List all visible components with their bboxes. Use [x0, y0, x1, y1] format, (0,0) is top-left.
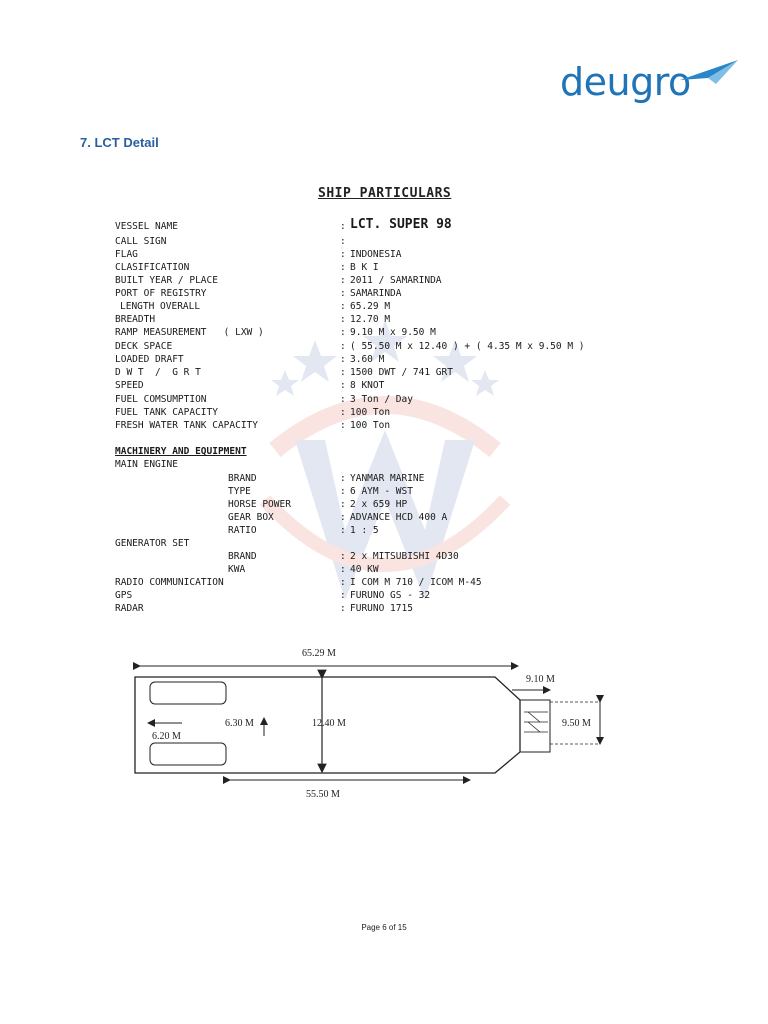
row-label: LENGTH OVERALL: [120, 301, 201, 312]
row-value: 12.70 M: [350, 314, 391, 325]
row-colon: :: [340, 486, 346, 497]
row-colon: :: [340, 380, 346, 391]
sheet-title: SHIP PARTICULARS: [318, 186, 452, 201]
row-colon: :: [340, 407, 346, 418]
logo-swoosh-icon: [678, 58, 740, 98]
row-colon: :: [340, 564, 346, 575]
row-value: ( 55.50 M x 12.40 ) + ( 4.35 M x 9.50 M ): [350, 341, 585, 352]
row-colon: :: [340, 590, 346, 601]
row-label: DECK SPACE: [115, 341, 173, 352]
row-label: RADIO COMMUNICATION: [115, 577, 224, 588]
row-colon: :: [340, 473, 346, 484]
row-value: 2 x MITSUBISHI 4D30: [350, 551, 459, 562]
row-colon: :: [340, 420, 346, 431]
row-label: RAMP MEASUREMENT ( LXW ): [115, 327, 264, 338]
row-label: FLAG: [115, 249, 138, 260]
ramp-outline: [520, 700, 550, 752]
row-colon: :: [340, 354, 346, 365]
row-colon: :: [340, 301, 346, 312]
row-label: FUEL COMSUMPTION: [115, 394, 207, 405]
room-bottom: [150, 743, 226, 765]
ramp-length-label: 9.10 M: [526, 674, 555, 685]
row-label: GEAR BOX: [228, 512, 274, 523]
row-value: 65.29 M: [350, 301, 391, 312]
row-value: FURUNO GS - 32: [350, 590, 431, 601]
row-label: GPS: [115, 590, 133, 601]
page-number: Page 6 of 15: [361, 923, 407, 932]
row-colon: :: [340, 262, 346, 273]
row-label: CLASIFICATION: [115, 262, 190, 273]
row-colon: :: [340, 249, 346, 260]
row-value: ADVANCE HCD 400 A: [350, 512, 448, 523]
row-colon: :: [340, 577, 346, 588]
deck-length-label: 55.50 M: [306, 789, 340, 800]
row-label: BUILT YEAR / PLACE: [115, 275, 218, 286]
row-label: VESSEL NAME: [115, 221, 178, 232]
row-value: 8 KNOT: [350, 380, 385, 391]
row-value: 3 Ton / Day: [350, 394, 413, 405]
row-colon: :: [340, 314, 346, 325]
row-value: 1 : 5: [350, 525, 379, 536]
row-label: KWA: [228, 564, 246, 575]
row-colon: :: [340, 512, 346, 523]
row-value: 2 x 659 HP: [350, 499, 408, 510]
section-title: 7. LCT Detail: [80, 135, 159, 150]
row-value: 3.60 M: [350, 354, 385, 365]
row-label: HORSE POWER: [228, 499, 291, 510]
row-colon: :: [340, 341, 346, 352]
row-label: RADAR: [115, 603, 144, 614]
overall-length-label: 65.29 M: [302, 648, 336, 659]
row-colon: :: [340, 221, 346, 232]
row-value: YANMAR MARINE: [350, 473, 425, 484]
row-label: FRESH WATER TANK CAPACITY: [115, 420, 258, 431]
main-engine-label: MAIN ENGINE: [115, 459, 178, 470]
generator-label: GENERATOR SET: [115, 538, 190, 549]
hold-width-label: 12.40 M: [312, 718, 346, 729]
row-value: 1500 DWT / 741 GRT: [350, 367, 453, 378]
deck-plan-diagram: [130, 640, 620, 810]
row-label: FUEL TANK CAPACITY: [115, 407, 218, 418]
row-label: TYPE: [228, 486, 251, 497]
row-colon: :: [340, 603, 346, 614]
row-label: BRAND: [228, 551, 257, 562]
row-colon: :: [340, 327, 346, 338]
row-colon: :: [340, 499, 346, 510]
row-label: D W T / G R T: [115, 367, 201, 378]
machinery-heading: MACHINERY AND EQUIPMENT: [115, 446, 247, 457]
row-colon: :: [340, 551, 346, 562]
room-top: [150, 682, 226, 704]
row-colon: :: [340, 288, 346, 299]
row-value: 100 Ton: [350, 420, 391, 431]
row-colon: :: [340, 275, 346, 286]
row-value: INDONESIA: [350, 249, 402, 260]
row-value: 100 Ton: [350, 407, 391, 418]
vessel-name-value: LCT. SUPER 98: [350, 217, 452, 232]
side-length-label: 6.20 M: [152, 731, 181, 742]
row-colon: :: [340, 525, 346, 536]
row-label: SPEED: [115, 380, 144, 391]
row-value: FURUNO 1715: [350, 603, 413, 614]
row-colon: :: [340, 367, 346, 378]
logo-text: deugro: [560, 60, 691, 104]
deugro-logo: [560, 58, 740, 108]
row-value: 40 KW: [350, 564, 379, 575]
row-colon: :: [340, 394, 346, 405]
ramp-width-label: 9.50 M: [562, 718, 591, 729]
row-value: B K I: [350, 262, 379, 273]
row-value: SAMARINDA: [350, 288, 402, 299]
row-colon: :: [340, 236, 346, 247]
row-value: 6 AYM - WST: [350, 486, 413, 497]
row-value: I COM M 710 / ICOM M-45: [350, 577, 482, 588]
small-width-label: 6.30 M: [225, 718, 254, 729]
row-value: 9.10 M x 9.50 M: [350, 327, 436, 338]
row-value: 2011 / SAMARINDA: [350, 275, 442, 286]
row-label: LOADED DRAFT: [115, 354, 184, 365]
row-label: PORT OF REGISTRY: [115, 288, 207, 299]
row-label: RATIO: [228, 525, 257, 536]
row-label: BRAND: [228, 473, 257, 484]
row-label: CALL SIGN: [115, 236, 167, 247]
row-label: BREADTH: [115, 314, 156, 325]
